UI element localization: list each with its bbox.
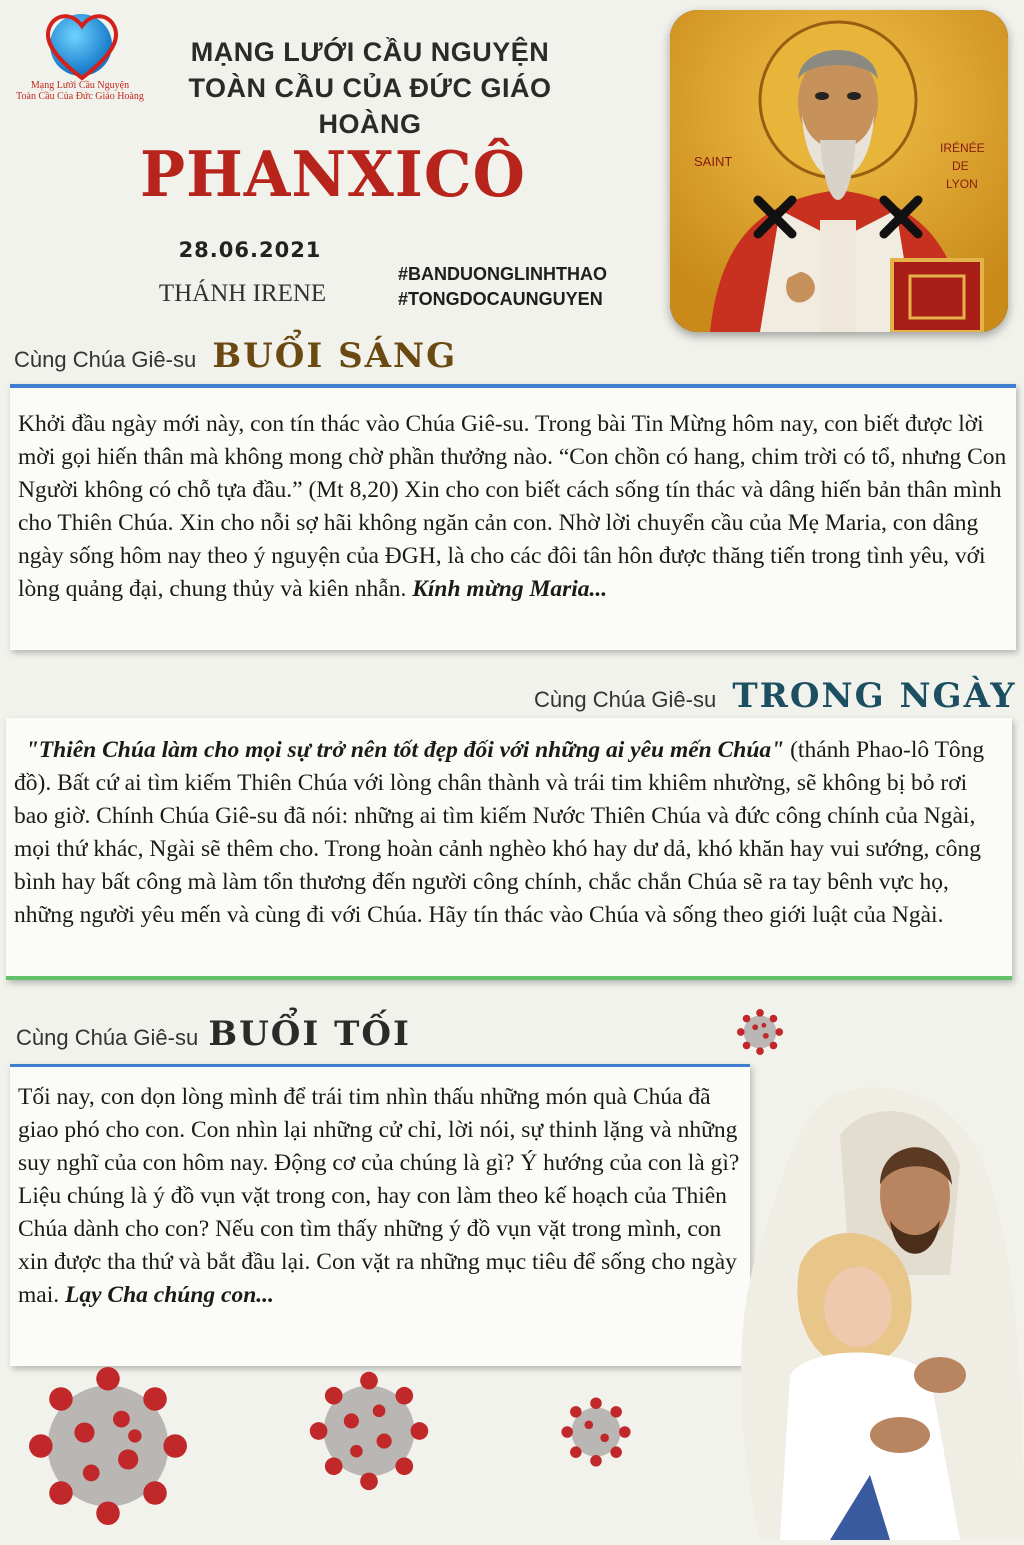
icon-label-saint: SAINT — [694, 154, 733, 169]
evening-heading — [16, 1014, 411, 1054]
saint-name: THÁNH IRENE — [158, 280, 327, 307]
date: 28.06.2021 — [178, 238, 322, 262]
heading-prefix: Cùng Chúa Giê-su — [14, 347, 197, 372]
hashtag: #BANDUONGLINHTHAO — [398, 264, 607, 284]
virus-icon — [306, 1368, 432, 1494]
icon-label-name: IRÉNÉE — [940, 141, 985, 155]
hashtag: #TONGDOCAUNGUYEN — [398, 289, 603, 309]
prayer-closing: Kính mừng Maria... — [412, 576, 608, 602]
morning-text: Khởi đầu ngày mới này, con tín thác vào Chúa Giê-su. Trong bài Tin Mừng hôm nay, con biết được lời mời gọi hiến thân mà không mong chờ phần thưởng nào. “Con chồn có hang, chim trời có tổ, nhưng Con Người không có chỗ tựa đầu.” (Mt 8,20) Xin cho con biết cách sống tín thác và dâng hiến bản thân mình cho Thiên Chúa. Xin cho nỗi sợ hãi không ngăn cản con. Nhờ lời chuyển cầu của Mẹ Maria, con dâng ngày sống hôm nay theo ý nguyện của ĐGH, là cho các đôi tân hôn được thăng tiến trong tình yêu, với lòng quảng đại, chung thủy và kiên nhẫn. Kính mừng Maria... — [18, 411, 1007, 602]
heart-icon — [40, 8, 124, 84]
heading-prefix: Cùng Chúa Giê-su — [534, 687, 717, 712]
logo-caption: Mạng Lưới Cầu Nguyện Toàn Cầu Của Đức Giáo Hoàng — [16, 80, 144, 102]
heading-title: BUỔI TỐI — [208, 1014, 411, 1054]
scripture-quote: "Thiên Chúa làm cho mọi sự trở nên tốt đẹp đối với những ai yêu mến Chúa" — [25, 737, 785, 763]
divider — [6, 976, 1012, 980]
virus-icon — [560, 1396, 632, 1468]
evening-card — [10, 1064, 750, 1366]
network-logo — [10, 8, 150, 112]
day-card — [6, 718, 1012, 980]
pope-name: PHANXICÔ — [140, 138, 526, 212]
day-heading — [534, 676, 1017, 716]
network-title: MẠNG LƯỚI CẦU NGUYỆN TOÀN CẦU CỦA ĐỨC GIÁO HOÀNG — [188, 37, 552, 139]
morning-card — [10, 384, 1016, 650]
evening-text: Tối nay, con dọn lòng mình để trái tim nhìn thấu những món quà Chúa đã giao phó cho con. Con nhìn lại những cử chỉ, lời nói, sự thinh lặng và những suy nghĩ của con hôm nay. Động cơ của chúng là gì? Ý hướng của con là gì? Liệu chúng là ý đồ vụn vặt trong con, hay con làm theo kế hoạch của Thiên Chúa dành cho con? Nếu con tìm thấy những ý đồ vụn vặt trong mình, con xin được tha thứ và bắt đầu lại. Con vặt ra những mục tiêu để sống cho ngày mai. Lạy Cha chúng con... — [18, 1084, 740, 1308]
virus-icon — [736, 1008, 784, 1056]
saint-icon-image — [670, 10, 1008, 332]
icon-label-de: DE — [952, 159, 969, 173]
heading-title: BUỔI SÁNG — [212, 336, 458, 376]
heading-prefix: Cùng Chúa Giê-su — [16, 1025, 199, 1050]
morning-heading — [14, 336, 457, 376]
jesus-embrace-illustration — [730, 1075, 1024, 1540]
icon-label-lyon: LYON — [946, 177, 978, 191]
day-text: "Thiên Chúa làm cho mọi sự trở nên tốt đẹp đối với những ai yêu mến Chúa" (thánh Phao-lô Tông đồ). Bất cứ ai tìm kiếm Thiên Chúa với lòng chân thành và trái tim khiêm nhường, sẽ không bị bỏ rơi bao giờ. Chính Chúa Giê-su đã nói: những ai tìm kiếm Nước Thiên Chúa và đức công chính của Ngài, mọi thứ khác, Ngài sẽ thêm cho. Trong hoàn cảnh nghèo khó hay dư dả, khó khăn hay vui sướng, công bình hay bất công mà làm tổn thương đến người công chính, chắc chắn Chúa sẽ ra tay bênh vực họ, những người yêu mến và cùng đi với Chúa. Hãy tín thác vào Chúa và sống theo giới luật của Ngài. — [14, 737, 985, 928]
hashtags — [398, 262, 648, 312]
prayer-closing: Lạy Cha chúng con... — [65, 1282, 274, 1308]
heading-title: TRONG NGÀY — [732, 676, 1017, 716]
virus-icon — [24, 1362, 192, 1530]
